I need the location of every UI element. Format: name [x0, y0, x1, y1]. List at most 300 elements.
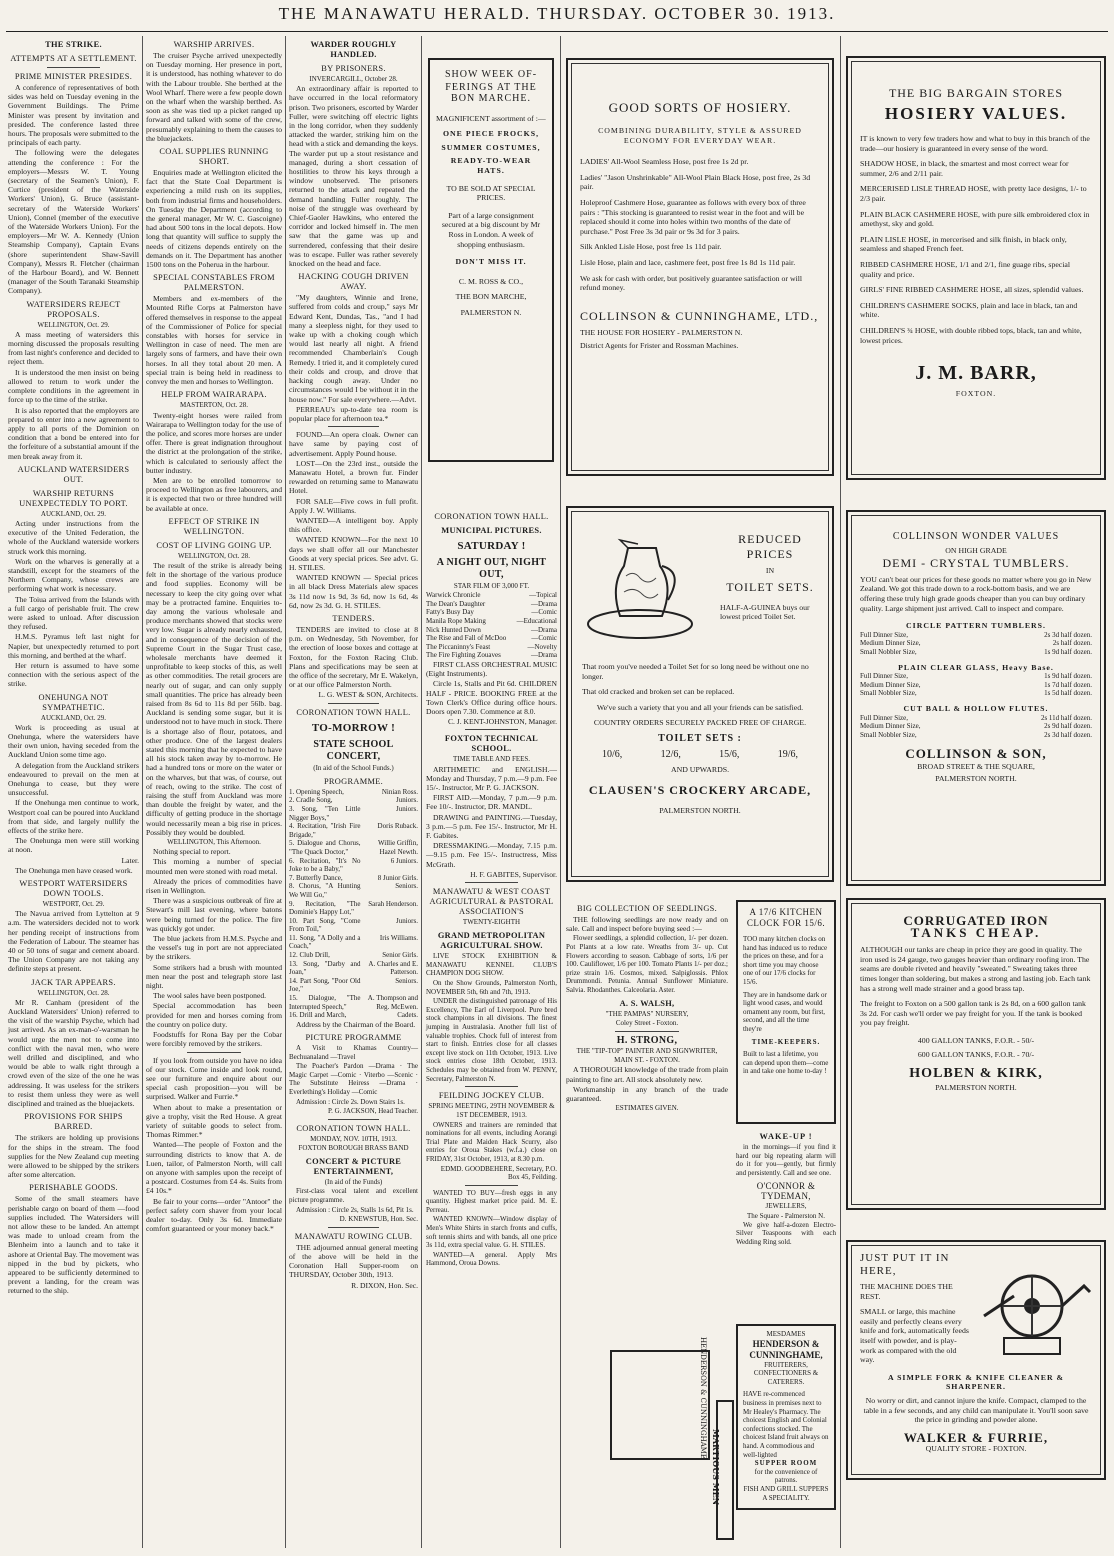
- ad-heading: SUPPER ROOM: [754, 1459, 818, 1468]
- hosiery-item: GIRLS' FINE RIBBED CASHMERE HOSE, all sizes, splendid values.: [860, 285, 1084, 295]
- headline: BIG COLLECTION OF SEEDLINGS.: [576, 904, 718, 913]
- paragraph: THE adjourned annual general meeting of the above will be held in the Coronation Hall Supper-room on THURSDAY, October 30th, 1913.: [289, 1242, 418, 1280]
- hosiery-item: CHILDREN'S CASHMERE SOCKS, plain and lace in black, tan and white.: [860, 300, 1078, 320]
- price-label: 2s half dozen.: [1052, 639, 1092, 648]
- ad-signature: BROAD STREET & THE SQUARE,: [917, 761, 1035, 771]
- signature: EDMD. GOODBEHERE, Secretary, P.O. Box 45, Feilding.: [440, 1164, 557, 1182]
- film-programme: [426, 591, 557, 660]
- headline: H. STRONG,: [616, 1034, 678, 1046]
- ad-heading: TOILET SETS.: [726, 579, 814, 594]
- table-row: [289, 805, 418, 822]
- column-rule: [560, 36, 561, 1548]
- ad-heading: HOSIERY VALUES.: [884, 104, 1068, 123]
- signature: H. F. GABITES, Supervisor.: [470, 869, 557, 879]
- film-genre: —Drama: [530, 651, 557, 660]
- ad-signature: C. M. ROSS & CO.,: [458, 276, 524, 286]
- table-row: [426, 626, 557, 635]
- paragraph: This morning a number of special mounted men were stoned with road metal.: [146, 857, 282, 876]
- vertical-strip-advert: [711, 1400, 734, 1540]
- performer: Cadets.: [397, 1011, 418, 1020]
- ad-heading: GOOD SORTS OF HOSIERY.: [608, 100, 792, 115]
- price-row: [860, 648, 1092, 657]
- price-label: 1s 5d half dozen.: [1044, 689, 1092, 698]
- film-genre: —Topical: [529, 591, 557, 600]
- headline: THE STRIKE.: [45, 40, 102, 49]
- dateline: WESTPORT, Oct. 29.: [42, 900, 105, 909]
- table-row: [289, 822, 418, 839]
- headline: HELP FROM WAIRARAPA.: [161, 390, 267, 400]
- headline: FEILDING JOCKEY CLUB.: [438, 1091, 545, 1101]
- paragraph: DRESSMAKING.—Monday, 7.15 p.m.—9.15 p.m. Fee 15/-. Instructress, Miss McGrath.: [426, 841, 557, 869]
- film-genre: —Comic: [531, 608, 557, 617]
- film-title: The Rise and Fall of McDoo: [426, 634, 507, 643]
- size-label: Small Nobbler Size,: [860, 689, 917, 698]
- ad-item: SUMMER COSTUMES,: [441, 142, 541, 152]
- ad-heading: COLLINSON WONDER VALUES: [892, 531, 1060, 542]
- programme-item: 10. Part Song, "Come From Toil,": [289, 916, 361, 934]
- paragraph: On the Show Grounds, Palmerston North, NOVEMBER 5th, 6th and 7th, 1913.: [426, 979, 557, 996]
- ad-subheading: PLAIN CLEAR GLASS, Heavy Base.: [898, 662, 1054, 672]
- film-title: Fatty's Busy Day: [426, 608, 474, 617]
- price-list: [860, 714, 1092, 740]
- hosiery-item: SHADOW HOSE, in black, the smartest and most correct wear for summer, 2/6 and 2/11 pair.: [860, 159, 1069, 178]
- price-row: [860, 714, 1092, 723]
- headline: CORONATION TOWN HALL.: [296, 707, 411, 717]
- later-label: Later.: [121, 855, 139, 865]
- paragraph: Acting under instructions from the executive of the United Federation, the whole of the Auckland waterside workers struck work this morning.: [8, 518, 139, 556]
- reading-notice: Wanted—The people of Foxton and the surrounding districts to know that A. de Luen, tailor, of Palmerston North, will call on anyone with samples upon the receipt of a postcard. Costumes from £4 4s. Suits from £4 10s.*: [146, 1140, 282, 1196]
- paragraph: The strikers are holding up provisions for the ships in the stream. The food supplies for the New Zealand cup meeting were allowed to be shipped by the strikers after some altercation.: [8, 1133, 139, 1180]
- paragraph: Admission : Circle 2s. Down Stairs 1s.: [296, 1097, 405, 1106]
- hosiery-item: CHILDREN'S ¾ HOSE, with double ribbed tops, black, tan and white, lowest prices.: [860, 325, 1082, 345]
- ad-heading: JUST PUT IT IN HERE,: [860, 1252, 950, 1277]
- headline: PROGRAMME.: [323, 776, 384, 786]
- dateline: WELLINGTON, Oct. 28.: [37, 988, 110, 997]
- ad-item: READY-TO-WEAR HATS.: [450, 156, 532, 175]
- paragraph: Address by the Chairman of the Board.: [296, 1019, 416, 1029]
- reading-notice: When about to make a presentation or give a trophy, visit the Red House. A great variety of suitable goods to select from. Thomas Rimmer.*: [146, 1102, 282, 1140]
- headline: BY PRISONERS.: [321, 64, 386, 73]
- ad-heading: TANKS CHEAP.: [910, 924, 1042, 940]
- programme-item: 15. Dialogue, "The Interrupted Speech,": [289, 994, 361, 1011]
- ad-item: LADIES' All-Wool Seamless Hose, post free 1s 2d pr.: [580, 157, 749, 167]
- table-row: [289, 796, 418, 805]
- price-label: 19/6,: [777, 748, 798, 760]
- price-row: [860, 672, 1092, 681]
- performer: A. Thompson and Reg. McEwen.: [367, 994, 418, 1011]
- reading-notice: If you look from outside you have no idea of our stock. Come inside and look round, see our furniture and enquire about our special cash proposition—you will be surprised. Walker and Furrie.*: [146, 1055, 282, 1102]
- performer: 6 Juniors.: [390, 856, 418, 865]
- ad-heading: MESDAMES: [766, 1330, 806, 1338]
- size-label: Small Nobbler Size,: [860, 647, 917, 656]
- headline: PERISHABLE GOODS.: [29, 1183, 118, 1193]
- programme-item: 3. Song, "Ten Little Nigger Boys,": [289, 804, 361, 822]
- paragraph: Work is proceeding as usual at Onehunga, where the watersiders have their own union, having seceded from the Auckland Union some time ago.: [8, 722, 139, 760]
- size-label: Medium Dinner Size,: [860, 680, 921, 689]
- big-bargain-stores-advert: [846, 56, 1106, 480]
- performer: Doris Ruback.: [377, 822, 418, 831]
- note: SPRING MEETING, 29TH NOVEMBER & 1ST DECEMBER, 1913.: [428, 1102, 555, 1120]
- price-list: [602, 750, 798, 760]
- programme-item: 13. Song, "Darby and Joan,": [289, 959, 361, 977]
- paragraph: Men are to be enrolled tomorrow to proceed to Wellington as free labourers, and it is expected that two or three hundred will be available at once.: [146, 475, 282, 513]
- paragraph: "My daughters, Winnie and Irene, suffered from colds and croup," says Mr Edward Kent, Dundas, Tas., "and I had many a sleepless night, for they used to wake up with a choking cough which would last nearly all night. A friend recommended Chamberlain's Cough Remedy. I tried it, and it completely cured their colds and croup, and drove that hacking cough away. Under no circumstances would I be without it in the house now." For sale everywhere.—Advt.: [289, 293, 418, 404]
- paragraph: A delegation from the Auckland strikers endeavoured to prevail on the men at Onehunga to cease, but they were unsuccessful.: [8, 760, 139, 798]
- film-title: The Fire Fighting Zouaves: [426, 651, 501, 660]
- table-row: [289, 900, 418, 917]
- ad-heading: A 17/6 KITCHEN CLOCK FOR 15/6.: [746, 907, 826, 928]
- size-label: Small Nobbler Size,: [860, 730, 917, 739]
- price-row: [860, 722, 1092, 731]
- headline: WESTPORT WATERSIDERS DOWN TOOLS.: [19, 879, 128, 899]
- ad-signature: THE HOUSE FOR HOSIERY - PALMERSTON N.: [580, 327, 743, 337]
- size-label: Full Dinner Size,: [860, 672, 909, 681]
- programme-item: 9. Recitation, "The Dominie's Happy Lot,": [289, 899, 361, 917]
- ad-text: YOU can't beat our prices for these goods no matter where you go in New Zealand. We got this trade down to a rock-bottom basis, and we are offering these truly high grade goods cheaper than you can buy ordinary quality. Large shipment just arrived. Call to inspect and compare.: [860, 574, 1092, 613]
- headline: MUNICIPAL PICTURES.: [441, 526, 542, 535]
- price-label: 2s 3d half dozen.: [1044, 730, 1092, 739]
- paragraph: The Onehunga men were still working at noon.: [8, 836, 139, 855]
- ad-text: AND UPWARDS.: [670, 765, 730, 775]
- headline: EFFECT OF STRIKE IN WELLINGTON.: [168, 516, 260, 536]
- column-rule: [285, 36, 286, 1548]
- ad-signature: Coley Street - Foxton.: [615, 1018, 679, 1027]
- headline: FOXTON TECHNICAL SCHOOL.: [444, 734, 539, 754]
- performer: Seniors.: [395, 882, 418, 891]
- dateline: WELLINGTON, Oct. 29.: [37, 320, 110, 329]
- ad-text: TOO many kitchen clocks on hand has induced us to reduce the prices on these, and for a short time you may choose one of our 17/6 clocks for 15/6.: [743, 935, 828, 986]
- ad-text: HAVE re-commenced business in premises next to Mr Healey's Pharmacy. The choicest English and Colonial confections stocked. The choicest Island fruit always on hand. A commodious and well-lighted: [743, 1390, 829, 1459]
- bon-marche-advert: [428, 58, 554, 462]
- knife-cleaner-machine-icon: [974, 1256, 1094, 1366]
- programme-item: 5. Dialogue and Chorus, "The Quack Doctor,": [289, 839, 361, 856]
- dateline: AUCKLAND, Oct. 29.: [40, 713, 107, 722]
- paragraph: The result of the strike is already being felt in the shortage of the various produce and food supplies. Economy will be necessary to keep the city going over what may be a protracted famine. Enquiries to-day among the various wholesale and produce merchants showed that stocks were very low. Sugar is already nearly exhausted, and in consequence of the decision of the Supreme Court in the Sugar Trust case, wholesale merchants have deemed it unprofitable to keep stocks of this, as well as other commodities. The retail grocers are nearly out of sugar, and can only supply small quantities. The price has already been raised from 8s 6d to 11s 8d per 56lb. bag. Auckland is sending some sugar, but it is understood not to have much in stock. There is a shortage also of flour, potatoes, and other produce. One of the largest dealers stated this morning that he expected to have all his stock taken away by to-morrow. He had a hundred tons or more on the water or on the wharves, but that was, of course, out of reach, owing to the strike. The cost of raising the stuff from Auckland was more than double the freight by water, and the difficulty of getting produce in the shortage would necessarily mean a big rise in prices. Possibly they would be doubled.: [146, 560, 282, 837]
- paragraph: If the Onehunga men continue to work, Westport coal can be poured into Auckland from that side, and largely nullify the effects of the strike here.: [8, 798, 139, 836]
- ad-heading: REDUCED PRICES: [738, 532, 802, 561]
- dateline: WELLINGTON, This Afternoon.: [167, 838, 261, 847]
- headline: MANAWATU ROWING CLUB.: [294, 1231, 413, 1241]
- collinson-hosiery-advert: [566, 58, 834, 476]
- ad-heading: TOILET SETS :: [658, 732, 742, 744]
- ad-signature: CLAUSEN'S CROCKERY ARCADE,: [588, 782, 812, 797]
- programme-item: 12. Club Drill,: [289, 951, 330, 960]
- ad-signature: J. M. BARR,: [915, 362, 1037, 385]
- ad-signature: The Square - Palmerston N.: [747, 1211, 825, 1220]
- signature: P. G. JACKSON, Head Teacher.: [328, 1107, 418, 1116]
- note: STAR FILM OF 3,000 FT.: [453, 582, 530, 590]
- size-label: Full Dinner Size,: [860, 713, 909, 722]
- ad-item: Holeproof Cashmere Hose, guarantee as follows with every box of three pairs : "This stocking is guaranteed to resist wear in the foot and will be replaced should it come into holes within two months of the date of purchase." Post Free 3s 3d pair or 9s 3d for 3 pairs.: [580, 197, 806, 236]
- price-label: 2s 3d half dozen.: [1044, 630, 1092, 639]
- headline: A NIGHT OUT, NIGHT OUT,: [436, 557, 547, 580]
- headline: FOXTON BOROUGH BRASS BAND: [298, 1143, 409, 1152]
- ad-item: ONE PIECE FROCKS,: [442, 129, 540, 139]
- price-row: [860, 631, 1092, 640]
- ad-heading: IN: [765, 566, 775, 575]
- ad-heading: WAKE-UP !: [759, 1132, 813, 1141]
- paragraph: TENDERS are invited to close at 8 p.m. on Wednesday, 5th November, for the erection of loose boxes and cottage at Foxton, for the Foxton Racing Club. Plans and specifications may be seen at the office of the secretary, Mr E. Wakelyn, or at our office Palmerston North.: [289, 624, 418, 690]
- programme-item: 7. Butterfly Dance,: [289, 873, 343, 882]
- jug-and-basin-icon: [580, 526, 700, 646]
- ad-subheading: FRUITERERS, CONFECTIONERS & CATERERS.: [753, 1360, 819, 1386]
- ad-text: They are in handsome dark or light wood cases, and would ornament any room, but first, second, and all the time they're: [743, 990, 827, 1033]
- ad-text: for the convenience of patrons.: [754, 1467, 818, 1485]
- programme-item: 14. Part Song, "Poor Old Joe,": [289, 976, 361, 994]
- paragraph: The Navua arrived from Lyttelton at 9 a.m. The watersiders decided not to work her pending receipt of instructions from the Federation of Labour. The steamer has 40 or 50 tons of sugar and cement aboard. The Union Company are not taking any definite steps at present.: [8, 909, 139, 974]
- paragraph: DRAWING and PAINTING.—Tuesday, 3 p.m.—5 p.m. Fee 15/-. Instructor, Mr H. F. Gabites.: [426, 812, 557, 840]
- performer: Juniors.: [396, 916, 418, 925]
- programme-item: 6. Recitation, "It's No Joke to be a Baby,": [289, 856, 361, 874]
- paragraph: Nothing special to report.: [153, 847, 231, 857]
- signature: D. KNEWSTUB, Hon. Sec.: [339, 1215, 418, 1224]
- paragraph: UNDER the distinguished patronage of His Excellency, The Earl of Liverpool. Pure bred stock champions in all divisions. The finest jumping in Australasia. Another full list of valuable trophies. Chock full of interest from start to finish. Entries close for all classes except live stock on 11th October, 1913. Live stock entries close 18th October, 1913. Schedules may be obtained from W. PENNY, Secretary, Palmerston N.: [426, 997, 557, 1083]
- reading-notice: Be fair to your corns—order "Antoor" the perfect safety corn shaver from your local dealer to-day. Only 3s 6d. Immediate comfort guaranteed or your money back.*: [146, 1196, 282, 1234]
- column-rule: [421, 36, 422, 1548]
- programme-item: 1. Opening Speech,: [289, 787, 344, 796]
- ad-heading: TIME-KEEPERS.: [751, 1037, 821, 1046]
- paragraph: The Toiua arrived from the Islands with a full cargo of perishable fruit. The crew were asked to unload. After discussion they refused.: [8, 594, 139, 632]
- headline: COST OF LIVING GOING UP.: [156, 540, 272, 550]
- paragraph: It is also reported that the employers are prepared to enter into a new agreement to apply to all ports of the Dominion on condition that a bond be entered into for the forfeiture of a substantial amount if the men break away from it.: [8, 405, 139, 461]
- headline: WARDER ROUGHLY HANDLED.: [310, 40, 397, 59]
- ad-heading: DEMI - CRYSTAL TUMBLERS.: [882, 556, 1070, 571]
- headline: TO-MORROW !: [311, 721, 396, 734]
- price-row: [860, 689, 1092, 698]
- column-strike-news-2: [146, 36, 282, 1548]
- dateline: WELLINGTON, Oct. 28.: [178, 551, 250, 560]
- ad-signature: PALMERSTON NORTH.: [935, 1082, 1017, 1092]
- table-row: [289, 934, 418, 951]
- paragraph: Admission : Circle 2s, Stalls 1s 6d, Pit 1s.: [296, 1205, 414, 1214]
- paragraph: A Visit to Khamas Country— Bechuanaland —Travel: [289, 1044, 418, 1061]
- ad-text: TO BE SOLD AT SPECIAL PRICES.: [446, 183, 536, 203]
- ad-heading: HENDERSON & CUNNINGHAME,: [749, 1338, 823, 1360]
- paragraph: H.M.S. Pyramus left last night for Napier, but unexpectedly returned to port this morning, and berthed at the wharf.: [8, 632, 139, 660]
- ad-heading: SHOW WEEK OF-FERINGS AT THE: [444, 69, 538, 93]
- paragraph: PERREAU's up-to-date tea room is popular place for afternoon tea.*: [289, 404, 418, 423]
- headline: GRAND METROPOLITAN AGRICULTURAL SHOW.: [437, 931, 546, 951]
- table-row: [426, 591, 557, 600]
- film-title: Warwick Chronicle: [426, 591, 481, 600]
- hosiery-item: PLAIN LISLE HOSE, in mercerised and silk finish, in black only, seamless and shaped French feet.: [860, 234, 1067, 254]
- ad-text: MARTIOUS MEN: [711, 1428, 722, 1506]
- ad-text: IT is known to very few traders how and what to buy in this branch of the trade—our hosiery is guaranteed in every sense of the word.: [860, 134, 1090, 153]
- paragraph: An extraordinary affair is reported to have occurred in the local reformatory prison. Two prisoners, escorted by Warder Fuller, were switching off electric lights in the long corridor, when they suddenly attacked the warder, striking him on the head with a stick and demanding the keys. The warder put up a stout resistance and managed, during a short cessation of hostilities to throw his keys through a window unobserved. The prisoners returned to the attack and repeated the demand handling Fuller roughly. The noise of the struggle was overheard by Chief-Gaoler Hawkins, who entered the corridor and locked himself in. The men saw that the game was up and surrendered, confessing that their desire was to escape. Fuller was rather severely knocked on the head and face.: [289, 84, 418, 269]
- table-row: [289, 839, 418, 856]
- paragraph: Special accommodation has been provided for men and horses coming from the country on police duty.: [146, 1001, 282, 1029]
- paragraph: Mr R. Canham (president of the Auckland Watersiders' Union) referred to the visit of the warship Psyche, which had just arrived. As an ex-man-o'-warsman he would urge the men not to come into conflict with the naval men, who were well drilled and disciplined, and who would be able to walk right through a crowd even of the size of the one he was addressing. It was useless for the strikers to resist them unless they were as well disciplined and trained as the bluejackets.: [8, 997, 139, 1109]
- price-label: 10/6,: [602, 748, 623, 760]
- table-row: [426, 600, 557, 609]
- ad-text: Built to last a lifetime, you can depend upon them—come in and take one home to-day !: [743, 1050, 829, 1076]
- size-label: Medium Dinner Size,: [860, 639, 921, 648]
- dateline: INVERCARGILL, October 28.: [309, 75, 398, 83]
- price-row: [860, 731, 1092, 740]
- classified-ad: LOST—On the 23rd inst., outside the Manawatu Hotel, a brown fur. Finder rewarded on returning same to Manawatu Hotel.: [289, 458, 418, 496]
- table-row: [289, 788, 418, 797]
- price-label: 1s 9d half dozen.: [1044, 672, 1092, 681]
- ad-signature: WALKER & FURRIE,: [903, 1429, 1049, 1445]
- film-genre: —Novelty: [527, 642, 557, 651]
- henderson-cunninghame-advert: [736, 1324, 836, 1510]
- headline: PRIME MINISTER PRESIDES.: [14, 72, 133, 81]
- iron-tanks-advert: [846, 898, 1106, 1210]
- ad-text: That old cracked and broken set can be replaced.: [582, 687, 735, 697]
- ad-signature: A. S. WALSH,: [619, 998, 675, 1008]
- signature: L. G. WEST & SON, Architects.: [318, 690, 418, 700]
- hosiery-item: PLAIN BLACK CASHMERE HOSE, with pure silk embroidered clox in amethyst, sky and gold.: [860, 209, 1090, 229]
- ad-text: HALF-A-GUINEA buys our lowest priced Toilet Set.: [720, 602, 810, 622]
- ad-text: MAGNIFICENT assortment of :—: [436, 113, 546, 123]
- programme-item: 11. Song, "A Dolly and a Coach,": [289, 933, 361, 951]
- price-label: 1s 7d half dozen.: [1044, 680, 1092, 689]
- ad-text: Part of a large consignment secured at a big discount by Mr Ross in London. A week of shopping enthusiasm.: [441, 210, 541, 249]
- hosiery-list: [860, 159, 1092, 345]
- ad-text: DON'T MISS IT.: [455, 257, 527, 267]
- paragraph: Already the prices of commodities have risen in Wellington.: [146, 876, 282, 896]
- table-row: [426, 643, 557, 652]
- ad-text: We ask for cash with order, but positively guarantee satisfaction or will refund money.: [580, 273, 803, 293]
- film-title: Nick Hunted Down: [426, 625, 481, 634]
- ad-signature: O'CONNOR & TYDEMAN,: [756, 1181, 816, 1202]
- headline: CORONATION TOWN HALL.: [296, 1123, 411, 1133]
- programme-item: 8. Chorus, "A Hunting We Will Go,": [289, 882, 361, 899]
- paragraph: It is understood the men insist on being allowed to return to work under the complete conditions in the agreement in force up to the time of the strike.: [8, 367, 139, 405]
- paragraph: The Poacher's Pardon —Drama · The Magic Carpet —Comic · Viterbo —Scenic · The Substitute Heiress —Drama · Everlething's Holiday —Comic: [289, 1062, 418, 1096]
- note: ESTIMATES GIVEN.: [615, 1104, 679, 1113]
- masthead: THE MANAWATU HERALD. THURSDAY. OCTOBER 30. 1913.: [278, 4, 836, 23]
- ad-heading: THE BIG BARGAIN STORES: [888, 86, 1064, 100]
- ad-signature: THE BON MARCHE,: [455, 292, 527, 302]
- ad-text: HENDERSON & CUNNINGHAME: [699, 1336, 708, 1460]
- ad-text: ALTHOUGH our tanks are cheap in price they are good in quality. The iron used is 24 gauge, two gauges heavier than ordinary roofing iron. The seams are double riveted and heavily "sweated." Sweating takes three times longer than soldering, but makes a strong and lasting job. Each tank has a strong well made strainer and a good brass tap.: [860, 945, 1091, 993]
- table-row: [289, 1011, 418, 1020]
- ad-text: We've such a variety that you and all your friends can be satisfied.: [596, 702, 804, 712]
- classified-ad: WANTED KNOWN—Window display of Men's White Shirts in starch fronts and cuffs, soft tennis shirts and with bands, all one price 3s 11d, extra special value. G. H. STILES.: [426, 1215, 557, 1250]
- headline: THE "TIP-TOP" PAINTER AND SIGNWRITER,: [576, 1046, 718, 1055]
- note: (In aid of the Funds): [324, 1178, 383, 1187]
- paragraph: ARITHMETIC and ENGLISH.—Monday and Thursday, 7 p.m.—9 p.m. Fee 15/-. Instructor, Mr P. G. JACKSON.: [426, 764, 557, 792]
- paragraph: Workmanship in any branch of the trade guaranteed.: [566, 1084, 728, 1103]
- classified-ad: FOR SALE—Five cows in full profit. Apply J. W. Williams.: [289, 496, 418, 515]
- note: (In aid of the School Funds.): [313, 763, 394, 772]
- paragraph: Her return is assumed to have some connection with the serious aspect of the strike.: [8, 660, 139, 689]
- classified-ad: WANTED KNOWN — Special prices in all black Dress Materials alew spaces 3s 11d now 1s 9d, 3s 6d, now 1s 6d, 4s 6d, now 2s 3d. G. H. STILES.: [289, 573, 418, 610]
- performer: Seniors.: [395, 976, 418, 985]
- ad-subheading: COMBINING DURABILITY, STYLE & ASSURED ECONOMY FOR EVERYDAY WEAR.: [598, 126, 802, 145]
- paragraph: The following were the delegates attending the conference : For the employers—Messrs W. T. Young (secretary of the Seamen's Union), F. Curtice (president of the Waterside Workers' Union), G. Bruce (assistant-secretary of the Waterside Workers' Union), Connel (member of the executive of the Waterside Workers Union). For the employers—Mr W. A. Kennedy (Union Steamship Company), Captain Evans (shore superintendent Shaw-Savill Company), Messrs R. Fletcher (chairman of the Harbour Board), and W. Bennett (manager of the South Taranaki Steamship Company).: [8, 148, 139, 296]
- ad-subheading: THE MACHINE DOES THE REST.: [860, 1282, 953, 1301]
- paragraph: A mass meeting of watersiders this morning discussed the proposals resulting from last night's conference and decided to reject them.: [8, 329, 139, 367]
- paragraph: LIVE STOCK EXHIBITION & MANAWATU KENNEL CLUB'S CHAMPION DOG SHOW.: [426, 952, 557, 978]
- size-label: Medium Dinner Size,: [860, 722, 921, 731]
- note: TIME TABLE AND FEES.: [452, 755, 531, 764]
- headline: STATE SCHOOL CONCERT,: [313, 738, 394, 762]
- concert-programme: [289, 788, 418, 1020]
- paragraph: A THOROUGH knowledge of the trade from plain painting to fine art. All stock absolutely new.: [566, 1065, 728, 1084]
- ad-subheading: CIRCLE PATTERN TUMBLERS.: [906, 621, 1046, 631]
- signature: R. DIXON, Hon. Sec.: [351, 1280, 418, 1290]
- table-row: [289, 960, 418, 977]
- column-entertainments: [426, 508, 557, 1548]
- programme-item: 4. Recitation, "Irish Fire Brigade,": [289, 822, 361, 839]
- price-label: 1s 9d half dozen.: [1044, 647, 1092, 656]
- paragraph: OWNERS and trainers are reminded that nominations for all events, including Aorangi Trial Plate and Maiden Hack Scurry, also entries for Oroua Stakes (w.f.a.) close on FRIDAY, 31st October, 1913, at 8.30 p.m.: [426, 1120, 557, 1163]
- paragraph: The wool sales have been postponed.: [153, 991, 267, 1001]
- price-row: [860, 681, 1092, 690]
- ad-text: District Agents for Frister and Rossman Machines.: [580, 341, 739, 351]
- performer: Juniors.: [396, 796, 418, 805]
- table-row: [426, 608, 557, 617]
- paragraph: First-class vocal talent and excellent picture programme.: [289, 1187, 418, 1204]
- film-genre: —Drama: [530, 625, 557, 634]
- ad-item: Ladies' "Jason Unshrinkable" All-Wool Plain Black Hose, post free, 2s 3d pair.: [580, 172, 811, 192]
- collinson-tumblers-advert: [846, 510, 1106, 886]
- price-line: 600 GALLON TANKS, F.O.R. - 70/-: [917, 1049, 1035, 1059]
- paragraph: Members and ex-members of the Mounted Rifle Corps at Palmerston have offered themselves in response to the appeal of the Commissioner of Police for special constables with horses for service in Wellington in case of need. The men are largely sons of farmers, and have their own horses. In all they total about 20 men. A special train is being held in readiness to convey the men and horses to Wellington.: [146, 294, 282, 387]
- hosiery-item: RIBBED CASHMERE HOSE, 1/1 and 2/1, fine guage ribs, special quality and price.: [860, 259, 1071, 279]
- headline: HACKING COUGH DRIVEN AWAY.: [298, 272, 409, 292]
- column-rule: [840, 36, 841, 1548]
- column-jewellers: [736, 1128, 836, 1308]
- dateline: MONDAY, NOV. 10TH, 1913.: [310, 1134, 397, 1143]
- paragraph: Flower seedlings, a splendid collection, 1/- per dozen. Pot Plants at a low rate. Wreaths from 3/- up. Cut Flowers according to season. Cabbage of sorts, 1/6 per 100. Cauliflower, 1/6 per 100. Tomato Plants 1/- per doz.; prize strain 1/6. Cosmos, mixed. Salpiglossis. Phlox Drummondi. Petunia. Annual Sunflower Miniature. Salvia. Rhodanthes. Calceolaria. Aster.: [566, 934, 728, 994]
- headline: ONEHUNGA NOT SYMPATHETIC.: [38, 692, 109, 712]
- ad-text: FISH AND GRILL SUPPERS A SPECIALITY.: [743, 1484, 829, 1502]
- column-strike-news: [8, 36, 139, 1548]
- ad-signature: PALMERSTON NORTH.: [935, 774, 1017, 784]
- paragraph: Enquiries made at Wellington elicited the fact that the State Coal Department is experiencing a mild rush on its supplies, both from industrial firms and householders. On Tuesday the Department (according to the general manager, Mr W. C. Gascoigne) had about 500 tons in the local depots. How long that quantity will suffice to supply the needs of citizens depends entirely on the demands on it. The Department has another 1500 tons on the Poherua in the harbour.: [146, 168, 282, 270]
- table-row: [426, 634, 557, 643]
- dateline: AUCKLAND, Oct. 29.: [40, 509, 107, 518]
- classified-ad: FOUND—An opera cloak. Owner can have same by paying cost of advertisement. Apply Pound house.: [289, 430, 418, 458]
- ad-text: COUNTRY ORDERS SECURELY PACKED FREE OF CHARGE.: [593, 718, 807, 728]
- performer: 8 Junior Girls.: [377, 873, 418, 882]
- performer: Senior Girls.: [382, 951, 418, 960]
- size-label: Full Dinner Size,: [860, 630, 909, 639]
- ad-text: SMALL or large, this machine easily and perfectly cleans every knife and fork, automatically feeds itself with powder, and is play-work as compared with the old way.: [860, 1307, 969, 1365]
- price-list: [860, 672, 1092, 698]
- ad-signature: COLLINSON & SON,: [905, 746, 1047, 762]
- headline: SPECIAL CONSTABLES FROM PALMERSTON.: [153, 273, 275, 293]
- kitchen-clock-advert: [736, 900, 836, 1124]
- price-list: [860, 631, 1092, 657]
- film-title: The Piccaninny's Feast: [426, 642, 491, 651]
- clausen-crockery-advert: [566, 506, 834, 882]
- paragraph: The Onehunga men have ceased work.: [15, 865, 133, 875]
- paragraph: Some of the small steamers have perishable cargo on board of them —food supplies included. The Watersiders will not allow these to be landed. An attempt was made to unload cream from the Blenheim into a launch and to take it ashore at Oriental Bay. The movement was nipped in the bud by pickets, who appeared to be sufficiently determined to prevent a landing, for the cream was returned to the ship.: [8, 1194, 139, 1296]
- column-rule: [142, 36, 143, 1548]
- paragraph: Work on the wharves is generally at a standstill, except for the steamers of the Northern Company, whose crews are performing what work is necessary.: [8, 556, 139, 594]
- headline: ATTEMPTS AT A SETTLEMENT.: [10, 54, 137, 63]
- performer: Sarah Henderson.: [368, 899, 418, 908]
- price-label: 12/6,: [660, 748, 681, 760]
- ad-signature: QUALITY STORE - FOXTON.: [925, 1444, 1027, 1454]
- price-label: 2s 11d half dozen.: [1040, 713, 1092, 722]
- price-label: 2s 9d half dozen.: [1044, 722, 1092, 731]
- ad-text: in the mornings—if you find it hard our big repeating alarm will do it for you—gently, but firmly and persistently. Call and see one.: [736, 1143, 836, 1177]
- vertical-side-advert: [610, 1336, 710, 1460]
- ad-signature: JEWELLERS,: [765, 1202, 807, 1211]
- film-genre: —Educational: [516, 616, 557, 625]
- knife-cleaner-advert: [846, 1240, 1106, 1480]
- ad-signature: PALMERSTON NORTH.: [659, 805, 741, 815]
- headline: TENDERS.: [332, 613, 375, 623]
- ad-signature: "THE PAMPAS" NURSERY,: [605, 1009, 689, 1018]
- headline: WARSHIP RETURNS UNEXPECTEDLY TO PORT.: [19, 488, 128, 508]
- table-row: [426, 617, 557, 626]
